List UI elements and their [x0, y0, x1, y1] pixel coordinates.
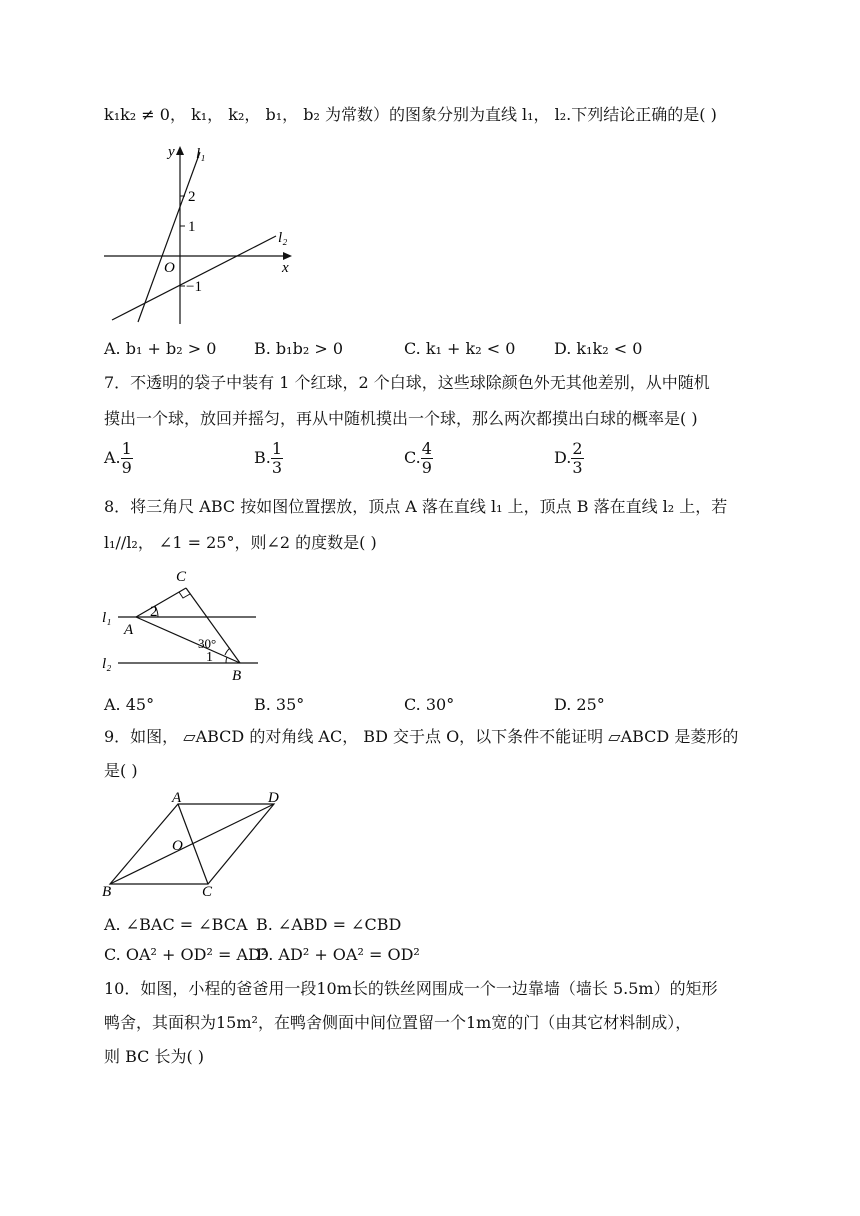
- q10-line2: 鸭舍，其面积为15m²，在鸭舍侧面中间位置留一个1m宽的门（由其它材料制成），: [104, 1013, 692, 1032]
- angle-1-label: 1: [206, 650, 213, 665]
- l2-label: l₂: [278, 230, 288, 246]
- center-o-label: O: [172, 838, 183, 854]
- q8-option-b[interactable]: B. 35°: [254, 695, 305, 714]
- line-l1-label: l₁: [102, 610, 112, 626]
- q6-option-a[interactable]: A. b₁ + b₂ > 0: [104, 339, 217, 358]
- vertex-d-label: D: [268, 790, 279, 806]
- q8-line2: l₁//l₂， ∠1 = 25°，则∠2 的度数是( ): [104, 533, 377, 552]
- q9-option-d[interactable]: D. AD² + OA² = OD²: [256, 945, 420, 964]
- q9-option-a[interactable]: A. ∠BAC = ∠BCA: [104, 915, 248, 934]
- q9-option-b[interactable]: B. ∠ABD = ∠CBD: [256, 915, 402, 934]
- q6-option-d[interactable]: D. k₁k₂ < 0: [554, 339, 643, 358]
- tick-2-label: 2: [188, 189, 196, 205]
- point-b-label: B: [232, 668, 242, 684]
- origin-label: O: [164, 260, 175, 276]
- q8-option-a[interactable]: A. 45°: [104, 695, 155, 714]
- q6-option-b[interactable]: B. b₁b₂ > 0: [254, 339, 343, 358]
- q7-option-c[interactable]: C. $\frac{4}{9}$: [404, 439, 432, 477]
- q8-line1: 8．将三角尺 ABC 按如图位置摆放，顶点 A 落在直线 l₁ 上，顶点 B 落在直线 l₂ 上，若: [104, 497, 728, 516]
- angle-30-label: 30°: [198, 636, 217, 651]
- line-l2-label: l₂: [102, 656, 112, 672]
- q6-option-c[interactable]: C. k₁ + k₂ < 0: [404, 339, 516, 358]
- q6-stem-tail: k₁k₂ ≠ 0， k₁， k₂， b₁， b₂ 为常数）的图象分别为直线 l₁， l₂.下列结论正确的是( ): [104, 105, 717, 124]
- q7-line2: 摸出一个球，放回并摇匀，再从中随机摸出一个球，那么两次都摸出白球的概率是( ): [104, 409, 698, 428]
- q9-figure: [100, 790, 290, 902]
- q9-line2: 是( ): [104, 761, 138, 780]
- q7-option-d[interactable]: D. $\frac{2}{3}$: [554, 439, 583, 477]
- q7-option-b[interactable]: B. $\frac{1}{3}$: [254, 439, 283, 477]
- q6-graph: [100, 138, 300, 330]
- y-axis-label: y: [168, 144, 175, 160]
- vertex-b-label: B: [102, 884, 112, 900]
- q8-option-d[interactable]: D. 25°: [554, 695, 605, 714]
- point-a-label: A: [124, 622, 134, 638]
- tick-1-label: 1: [188, 219, 196, 235]
- x-axis-label: x: [282, 260, 289, 276]
- l1-label: l₁: [196, 146, 206, 162]
- q8-figure: [100, 566, 270, 684]
- vertex-c-label: C: [202, 884, 213, 900]
- q10-line3: 则 BC 长为( ): [104, 1047, 205, 1066]
- vertex-a-label: A: [172, 790, 182, 806]
- q7-line1: 7．不透明的袋子中装有 1 个红球，2 个白球，这些球除颜色外无其他差别，从中随机: [104, 373, 710, 392]
- q9-line1: 9．如图， ▱ABCD 的对角线 AC， BD 交于点 O，以下条件不能证明 ▱ABCD 是菱形的: [104, 727, 739, 746]
- q7-option-a[interactable]: A. $\frac{1}{9}$: [104, 439, 132, 477]
- q10-line1: 10．如图，小程的爸爸用一段10m长的铁丝网围成一个一边靠墙（墙长 5.5m）的矩形: [104, 979, 718, 998]
- point-c-label: C: [176, 569, 187, 585]
- angle-2-label: 2: [150, 604, 158, 620]
- tick-minus1-label: −1: [186, 279, 202, 295]
- q8-option-c[interactable]: C. 30°: [404, 695, 455, 714]
- q9-option-c[interactable]: C. OA² + OD² = AD²: [104, 945, 268, 964]
